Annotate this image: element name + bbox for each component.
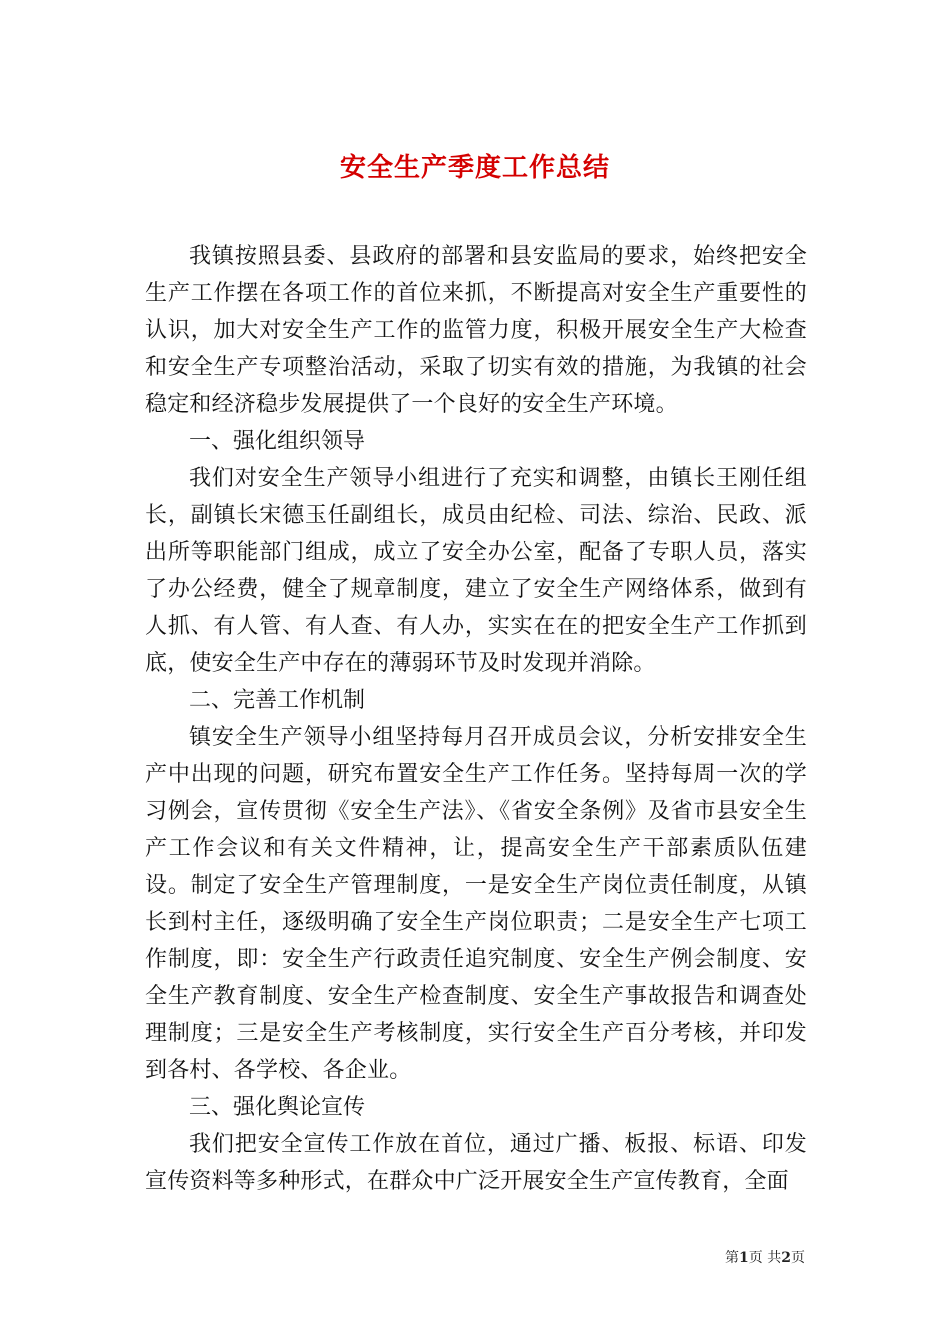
document-body	[145, 238, 807, 1200]
paragraph-mechanism: 镇安全生产领导小组坚持每月召开成员会议，分析安排安全生产中出现的问题，研究布置安全生产工作任务。坚持每周一次的学习例会，宣传贯彻《安全生产法》、《省安全条例》及省市县安全生产工作会议和有关文件精神，让，提高安全生产干部素质队伍建设。制定了安全生产管理制度，一是安全生产岗位责任制度，从镇长到村主任，逐级明确了安全生产岗位职责；二是安全生产七项工作制度，即：安全生产行政责任追究制度、安全生产例会制度、安全生产教育制度、安全生产检查制度、安全生产事故报告和调查处理制度；三是安全生产考核制度，实行安全生产百分考核，并印发到各村、各学校、各企业。	[145, 725, 807, 1083]
section-heading-1: 一、强化组织领导	[189, 429, 366, 454]
total-page-number: 2	[781, 1250, 791, 1266]
paragraph-organization: 我们对安全生产领导小组进行了充实和调整，由镇长王刚任组长，副镇长宋德玉任副组长，成员由纪检、司法、综治、民政、派出所等职能部门组成，成立了安全办公室，配备了专职人员，落实了办公经费，健全了规章制度，建立了安全生产网络体系，做到有人抓、有人管、有人查、有人办，实实在在的把安全生产工作抓到底，使安全生产中存在的薄弱环节及时发现并消除。	[145, 466, 807, 676]
footer-suffix: 页	[791, 1250, 805, 1266]
paragraph-publicity: 我们把安全宣传工作放在首位，通过广播、板报、标语、印发宣传资料等多种形式，在群众中广泛开展安全生产宣传教育，全面	[145, 1132, 807, 1194]
footer-middle: 页 共	[748, 1250, 782, 1266]
footer-prefix: 第	[725, 1250, 740, 1266]
current-page-number: 1	[739, 1250, 749, 1266]
page-footer	[725, 1249, 805, 1267]
section-heading-3: 三、强化舆论宣传	[189, 1095, 366, 1120]
paragraph-intro: 我镇按照县委、县政府的部署和县安监局的要求，始终把安全生产工作摆在各项工作的首位来抓，不断提高对安全生产重要性的认识，加大对安全生产工作的监管力度，积极开展安全生产大检查和安全生产专项整治活动，采取了切实有效的措施，为我镇的社会稳定和经济稳步发展提供了一个良好的安全生产环境。	[145, 244, 807, 417]
section-heading-2: 二、完善工作机制	[189, 688, 366, 713]
document-title: 安全生产季度工作总结	[339, 153, 610, 184]
